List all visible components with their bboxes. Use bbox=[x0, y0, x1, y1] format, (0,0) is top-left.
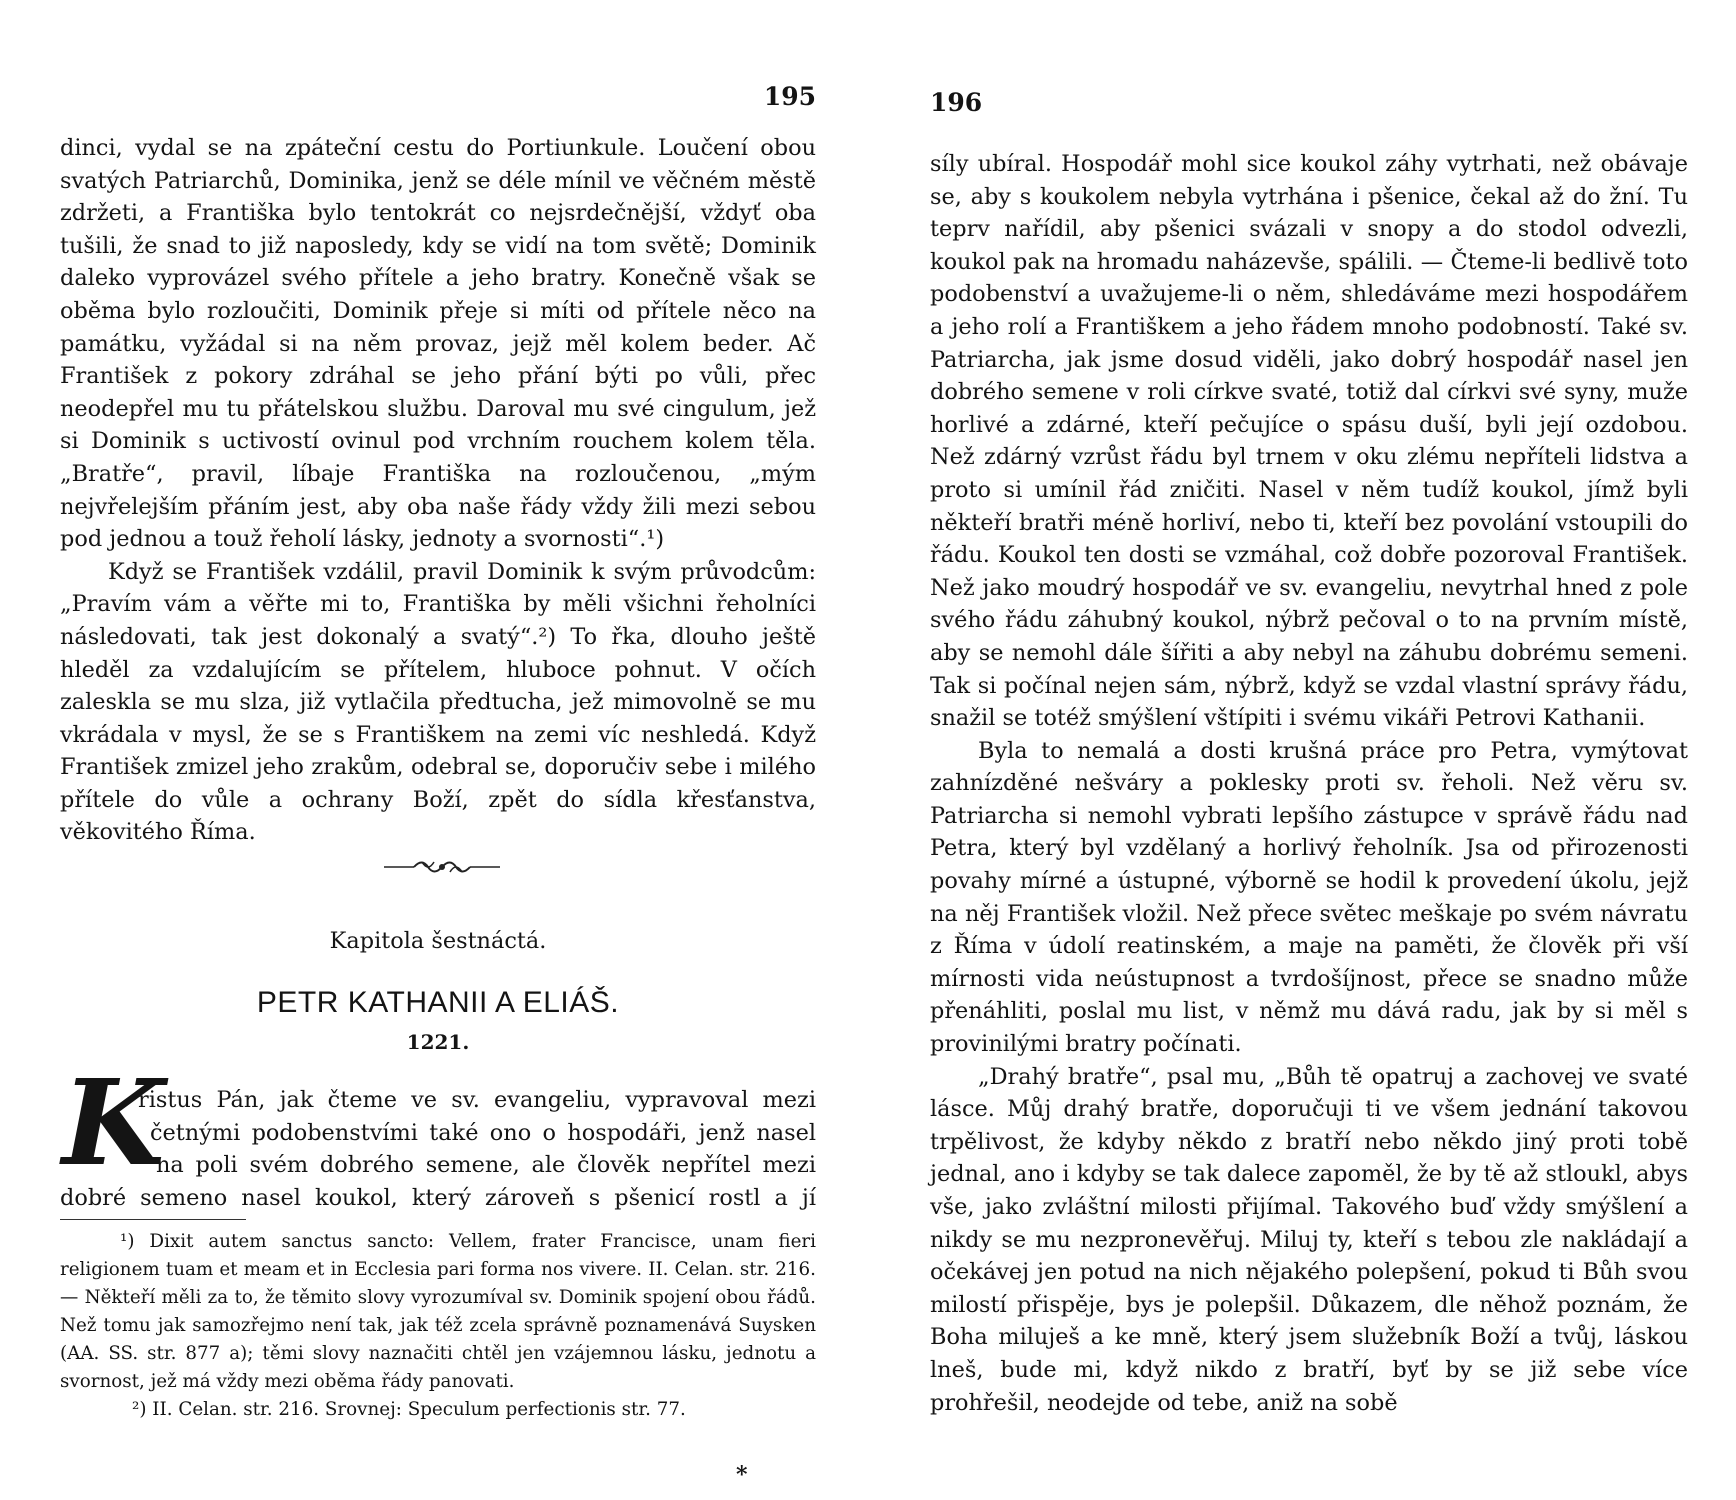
left-body-text bbox=[60, 132, 816, 849]
opening-line: na poli svém dobrého semene, ale člověk nepřítel mezi bbox=[156, 1152, 816, 1179]
right-body-text bbox=[930, 148, 1688, 1419]
footnote: ¹) Dixit autem sanctus sancto: Vellem, frater Francisce, unam fieri religionem tuam et meam et in Ecclesia pari forma nos vivere. II. Celan. str. 216. — Někteří měli za to, že těmito slovy vyrozumíval sv. Dominik spojení obou řádů. Než tomu jak samozřejmo není tak, jak též zcela správně poznamenává Suysken (AA. SS. str. 877 a); těmi slovy naznačiti chtěl jen vzájemnou lásku, jednotu a svornost, jež má vždy mezi oběma řády panovati. bbox=[60, 1231, 816, 1392]
ornament-divider-icon bbox=[382, 856, 502, 878]
left-page bbox=[60, 0, 816, 1500]
footnotes bbox=[60, 1228, 816, 1424]
chapter-label: Kapitola šestnáctá. bbox=[329, 928, 547, 954]
paragraph: „Drahý bratře“, psal mu, „Bůh tě opatruj a zachovej ve svaté lásce. Můj drahý bratře, doporučuji ti ve všem jednání takovou trpělivost, že kdyby někdo z bratří nebo někdo jiný proti tobě jednal, ano i kdyby se tak dalece zapoměl, že by tě až stloukl, abys vše, jako zvláštní milosti přijímal. Takového buď vždy smýšlení a nikdy se mu nezpronevěřuj. Miluj ty, kteří s tebou zle nakládají a očekávej jen potud na nich nějakého polepšení, pokud ti Bůh svou milostí přispěje, bys je polepšil. Důkazem, dle něhož poznám, že Boha miluješ a ke mně, který jsem služebník Boží a tvůj, láskou lneš, bude mi, když nikdo z bratří, byť by se již sebe více prohřešil, neodejde od tebe, aniž na sobě bbox=[930, 1063, 1688, 1416]
paragraph: Byla to nemalá a dosti krušná práce pro Petra, vymýtovat zahnízděné nešváry a poklesky proti sv. řeholi. Než věru sv. Patriarcha si nemohl vybrati lepšího zástupce v správě řádu nad Petra, který byl vzdělaný a horlivý řeholník. Jsa od přirozenosti povahy mírné a ústupné, výborně se hodil k provedení úkolu, jejž na něj František vložil. Než přece světec meškaje po svém návratu z Říma v údolí reatinském, a maje na paměti, že člověk při vší mírnosti vida neústupnost a tvrdošíjnost, přece se snadno může přenáhliti, poslal mu list, v němž mu dává radu, jak by si měl s provinilými bratry počínati. bbox=[930, 737, 1688, 1058]
chapter-year: 1221. bbox=[406, 1030, 470, 1054]
page-number: 196 bbox=[930, 88, 983, 117]
opening-paragraph bbox=[60, 1084, 816, 1214]
drop-cap: K bbox=[62, 1053, 165, 1192]
right-page bbox=[930, 0, 1688, 1500]
footnote: ²) II. Celan. str. 216. Srovnej: Speculum perfectionis str. 77. bbox=[132, 1399, 686, 1420]
footnote-divider bbox=[60, 1219, 246, 1220]
opening-line: ristus Pán, jak čteme ve sv. evangeliu, vypravoval mezi bbox=[138, 1087, 816, 1113]
paragraph: síly ubíral. Hospodář mohl sice koukol záhy vytrhati, než obávaje se, aby s koukolem nebyla vytrhána i pšenice, čekal až do žní. Tu teprv nařídil, aby pšenici svázali v snopy a do stodol odvezli, koukol pak na hromadu naházevše, spálili. — Čteme-li bedlivě toto podobenství a uvažujeme-li o něm, shledáváme mezi hospodářem a jeho rolí a Františkem a jeho řádem mnoho podobností. Také sv. Patriarcha, jak jsme dosud viděli, jako dobrý hospodář nasel jen dobrého semene v roli církve svaté, totiž dal církvi své syny, muže horlivé a zdárné, kteří pečujíce o spásu duší, byli její ozdobou. Než zdárný vzrůst řádu byl trnem v oku zlému nepříteli lidstva a proto si umínil řád zničiti. Nasel v něm tudíž koukol, jímž byli někteří bratři méně horliví, nebo ti, kteří bez povolání vstoupili do řádu. Koukol ten dosti se vzmáhal, což dobře pozoroval František. Než jako moudrý hospodář ve sv. evangeliu, nevytrhal hned z pole svého řádu záhubný koukol, nýbrž pečoval o to na prvním místě, aby se nemohl dále šířiti a aby nebyl na záhubu dobrému semeni. Tak si počínal nejen sám, nýbrž, když se vzdal vlastní správy řádu, snažil se totéž smýšlení vštípiti i svému vikáři Petrovi Kathanii. bbox=[930, 151, 1688, 732]
opening-line: četnými podobenstvími také ono o hospodáři, jenž nasel bbox=[150, 1119, 816, 1146]
opening-line: dobré semeno nasel koukol, který zároveň s pšenicí rostl a jí bbox=[60, 1184, 816, 1211]
paragraph: Když se František vzdálil, pravil Dominik k svým průvodcům: „Pravím vám a věřte mi to, Františka by měli všichni řeholníci následovati, tak jest dokonalý a svatý“.²) To řka, dlouho ještě hleděl za vzdalujícím se přítelem, hluboce pohnut. V očích zaleskla se mu slza, již vytlačila předtucha, jež mimovolně se mu vkrádala v mysl, že se s Františkem na zemi víc neshledá. Když František zmizel jeho zrakům, odebral se, doporučiv sebe i milého přítele do vůle a ochrany Boží, zpět do sídla křesťanstva, věkovitého Říma. bbox=[60, 558, 816, 846]
chapter-title: PETR KATHANII A ELIÁŠ. bbox=[256, 986, 620, 1019]
signature-mark: * bbox=[736, 1462, 748, 1488]
page-number: 195 bbox=[763, 82, 816, 111]
paragraph: dinci, vydal se na zpáteční cestu do Portiunkule. Loučení obou svatých Patriarchů, Dominika, jenž se déle mínil ve věčném městě zdržeti, a Františka bylo tentokrát co nejsrdečnější, vždyť oba tušili, že snad to již naposledy, kdy se vidí na tom světě; Dominik daleko vyprovázel svého přítele a jeho bratry. Konečně však se oběma bylo rozloučiti, Dominik přeje si míti od přítele něco na památku, vyžádal si na něm provaz, jejž měl kolem beder. Ač František z pokory zdráhal se jeho přání býti po vůli, přec neodepřel mu tu přátelskou službu. Daroval mu své cingulum, jež si Dominik s uctivostí ovinul pod vrchním rouchem kolem těla. „Bratře“, pravil, líbaje Františka na rozloučenou, „mým nejvřelejším přáním jest, aby oba naše řády vždy žili mezi sebou pod jednou a touž řeholí lásky, jednoty a svornosti“.¹) bbox=[60, 135, 816, 553]
